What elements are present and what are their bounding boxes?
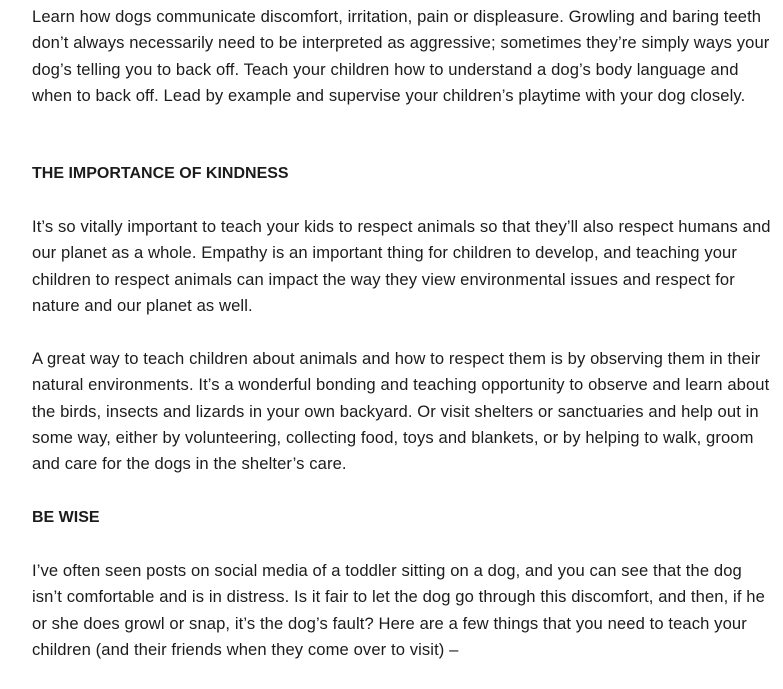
heading-be-wise: BE WISE: [32, 509, 100, 526]
paragraph-dog-communication: Learn how dogs communicate discomfort, irritation, pain or displeasure. Growling and baring teeth don’t always necessarily need to be interpreted as aggressive; sometimes they’re simply ways your dog’s telling you to back off. Teach your children how to understand a dog’s body language and when to back off. Lead by example and supervise your children’s playtime with your dog closely.: [32, 7, 770, 105]
heading-importance-of-kindness: THE IMPORTANCE OF KINDNESS: [32, 165, 289, 182]
paragraph-toddler-dog: I’ve often seen posts on social media of a toddler sitting on a dog, and you can see that the dog isn’t comfortable and is in distress. Is it fair to let the dog go through this discomfort, and then, if he or she does growl or snap, it’s the dog’s fault? Here are a few things that you need to teach your children (and their friends when they come over to visit) –: [32, 561, 765, 659]
paragraph-observe-animals: A great way to teach children about animals and how to respect them is by observing them in their natural environments. It’s a wonderful bonding and teaching opportunity to observe and learn about the birds, insects and lizards in your own backyard. Or visit shelters or sanctuaries and help out in some way, either by volunteering, collecting food, toys and blankets, or by helping to walk, groom and care for the dogs in the shelter’s care.: [32, 349, 770, 474]
paragraph-respect-animals: It’s so vitally important to teach your kids to respect animals so that they’ll also respect humans and our planet as a whole. Empathy is an important thing for children to develop, and teaching your children to respect animals can impact the way they view environmental issues and respect for nature and our planet as well.: [32, 217, 771, 315]
